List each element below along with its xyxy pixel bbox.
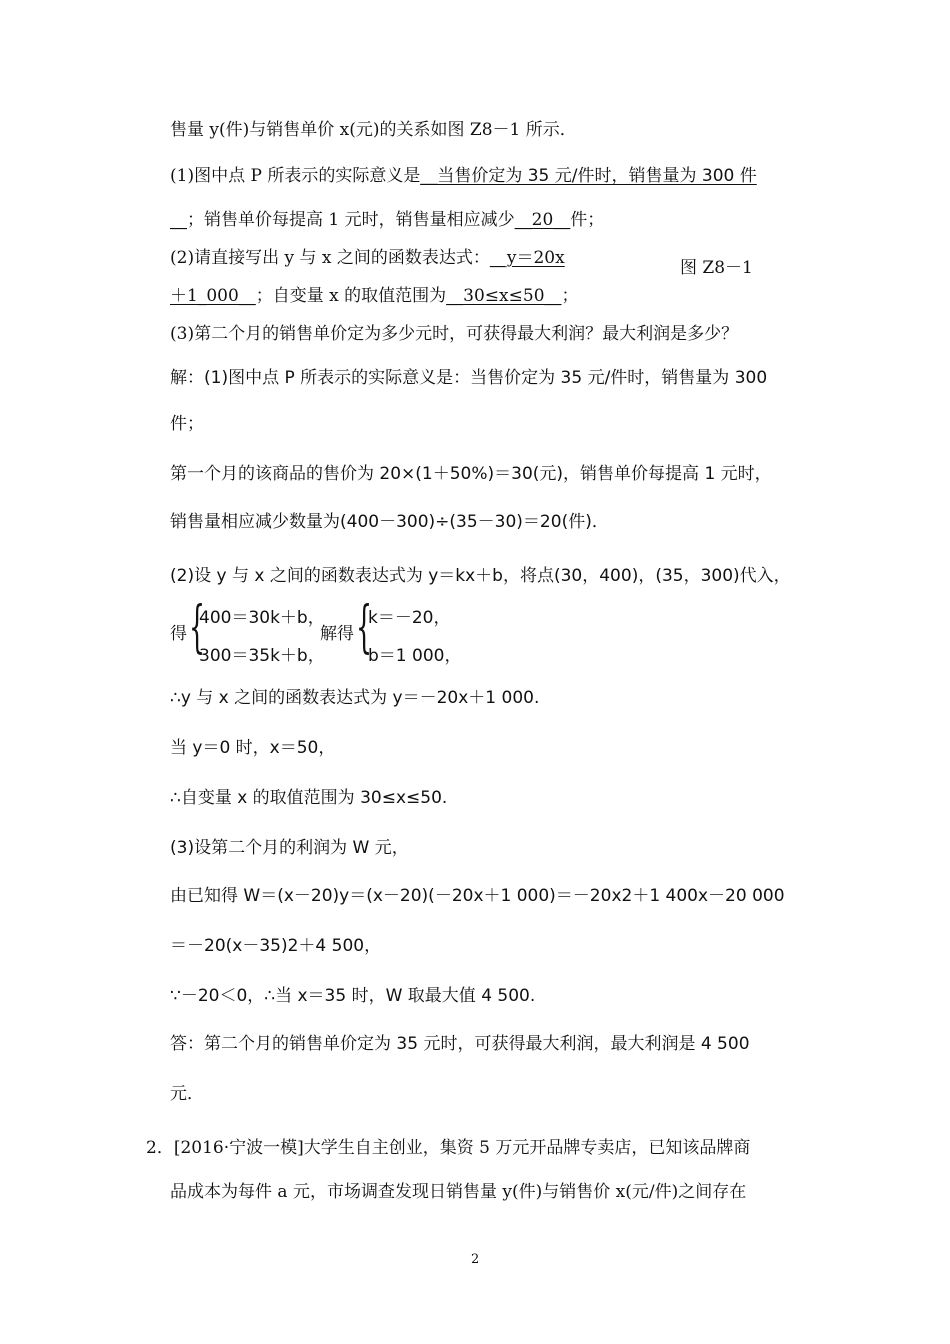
label-de: 得 xyxy=(170,624,187,644)
solution-line-13: ∵－20＜0，∴当 x＝35 时，W 取最大值 4 500. xyxy=(170,986,536,1006)
solution-k: k＝－20， xyxy=(368,608,451,628)
q1-suffix: 件； xyxy=(570,210,605,230)
solution-line-9: ∴自变量 x 的取值范围为 30≤x≤50. xyxy=(170,788,448,808)
question-1-line-1 xyxy=(170,164,757,188)
question-2-line-1 xyxy=(170,246,565,270)
solution-line-1: 解：(1)图中点 P 所表示的实际意义是：当售价定为 35 元/件时，销售量为 300 xyxy=(170,368,768,388)
solution-line-4: 销售量相应减少数量为(400－300)÷(35－30)＝20(件)． xyxy=(170,512,609,532)
q2-answer-range: __30≤x≤50__ xyxy=(446,286,562,306)
solution-line-11: 由已知得 W＝(x－20)y＝(x－20)(－20x＋1 000)＝－20x2＋1 400x－20 000 xyxy=(170,886,785,906)
question-1-line-2 xyxy=(170,208,604,232)
q1-text: ；销售单价每提高 1 元时，销售量相应减少 xyxy=(187,210,515,230)
problem-2-line-2: 品成本为每件 a 元，市场调查发现日销售量 y(件)与销售价 x(元/件)之间存在 xyxy=(170,1182,747,1202)
q2-answer: __y＝20x xyxy=(489,248,565,268)
solution-line-7: ∴y 与 x 之间的函数表达式为 y＝－20x＋1 000. xyxy=(170,688,540,708)
q2-prefix: (2)请直接写出 y 与 x 之间的函数表达式： xyxy=(170,248,490,268)
solution-line-8: 当 y＝0 时，x＝50， xyxy=(170,738,336,758)
solution-line-12: ＝－20(x－35)2＋4 500， xyxy=(170,936,382,956)
left-brace-1: { xyxy=(189,595,206,660)
left-brace-2: { xyxy=(356,595,373,660)
q2-answer-constant: ＋1_000__ xyxy=(170,286,256,306)
q1-prefix: (1)图中点 P 所表示的实际意义是 xyxy=(170,166,421,186)
q2-text: ；自变量 x 的取值范围为 xyxy=(255,286,447,306)
solution-line-2: 件； xyxy=(170,414,204,434)
figure-label: 图 Z8－1 xyxy=(680,258,753,278)
line-intro: 售量 y(件)与销售单价 x(元)的关系如图 Z8－1 所示． xyxy=(170,120,577,140)
question-3: (3)第二个月的销售单价定为多少元时，可获得最大利润？最大利润是多少？ xyxy=(170,324,739,344)
problem-2-line-1: 2．[2016·宁波一模]大学生自主创业，集资 5 万元开品牌专卖店，已知该品牌商 xyxy=(146,1138,751,1158)
solution-line-5: (2)设 y 与 x 之间的函数表达式为 y＝kx＋b，将点(30，400)，(35，300)代入， xyxy=(170,566,791,586)
solution-line-3: 第一个月的该商品的售价为 20×(1＋50%)＝30(元)，销售单价每提高 1 元时， xyxy=(170,464,772,484)
solution-b: b＝1 000， xyxy=(368,646,462,666)
solution-line-14: 答：第二个月的销售单价定为 35 元时，可获得最大利润，最大利润是 4 500 xyxy=(170,1034,750,1054)
q2-suffix: ； xyxy=(561,286,579,306)
q1-answer-20: __20__ xyxy=(514,210,571,230)
equation-1: 400＝30k＋b， xyxy=(199,608,325,628)
equation-2: 300＝35k＋b， xyxy=(199,646,325,666)
solution-line-10: (3)设第二个月的利润为 W 元， xyxy=(170,838,409,858)
label-jiede: 解得 xyxy=(320,624,354,644)
q1-answer: __当售价定为 35 元/件时，销售量为 300 件 xyxy=(420,166,757,186)
question-2-line-2 xyxy=(170,284,579,308)
solution-line-15: 元． xyxy=(170,1084,204,1104)
page-number: 2 xyxy=(471,1252,480,1267)
q1-answer-blank: __ xyxy=(170,210,187,230)
